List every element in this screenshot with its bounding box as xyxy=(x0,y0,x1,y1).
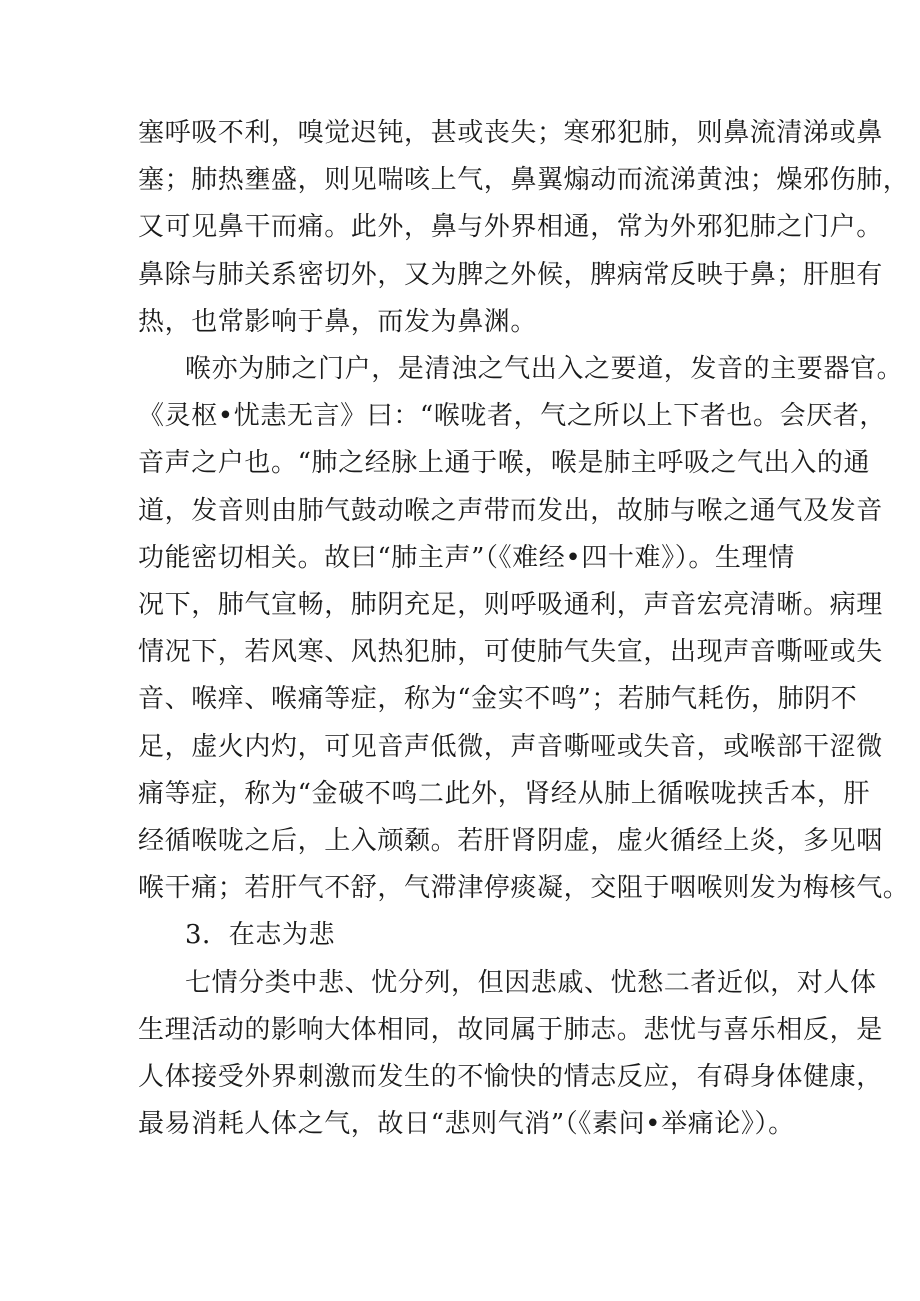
text-line-7: 《灵枢•忧恚无言》曰：“喉咙者，气之所以上下者也。会厌者， xyxy=(138,401,887,431)
text-line-17: 喉干痛；若肝气不舒，气滞津停痰凝，交阻于咽喉则发为梅核气。 xyxy=(138,873,910,903)
text-line-12: 情况下，若风寒、风热犯肺，可使肺气失宣，出现声音嘶哑或失 xyxy=(138,637,883,667)
text-line-22: 最易消耗人体之气，故日“悲则气消”（《素问•举痛论》）。 xyxy=(138,1109,795,1139)
text-line-10: 功能密切相关。故曰“肺主声”（《难经•四十难》）。生理情 xyxy=(138,543,795,573)
text-line-3: 又可见鼻干而痛。此外，鼻与外界相通，常为外邪犯肺之门户。 xyxy=(138,212,883,242)
text-line-15: 痛等症，称为“金破不鸣二此外，肾经从肺上循喉咙挟舌本，肝 xyxy=(138,779,871,809)
text-line-4: 鼻除与肺关系密切外，又为脾之外候，脾病常反映于鼻；肝胆有 xyxy=(138,260,883,290)
text-line-2: 塞；肺热壅盛，则见喘咳上气，鼻翼煽动而流涕黄浊；燥邪伤肺， xyxy=(138,165,910,195)
text-line-1: 塞呼吸不利，嗅觉迟钝，甚或丧失；寒邪犯肺，则鼻流清涕或鼻 xyxy=(138,118,883,148)
text-line-8: 音声之户也。“肺之经脉上通于喉，喉是肺主呼吸之气出入的通 xyxy=(138,448,871,478)
text-line-9: 道，发音则由肺气鼓动喉之声带而发出，故肺与喉之通气及发音 xyxy=(138,496,883,526)
section-heading: 3．在志为悲 xyxy=(185,920,336,950)
text-line-6: 喉亦为肺之门户，是清浊之气出入之要道，发音的主要器官。 xyxy=(185,354,904,384)
text-line-20: 生理活动的影响大体相同，故同属于肺志。悲忧与喜乐相反，是 xyxy=(138,1015,883,1045)
text-line-16: 经循喉咙之后，上入颃颡。若肝肾阴虚，虚火循经上炎，多见咽 xyxy=(138,826,883,856)
text-line-19: 七情分类中悲、忧分列，但因悲戚、忧愁二者近似，对人体 xyxy=(185,968,877,998)
text-line-11: 况下，肺气宣畅，肺阴充足，则呼吸通利，声音宏亮清晰。病理 xyxy=(138,590,883,620)
text-line-21: 人体接受外界刺激而发生的不愉快的情志反应，有碍身体健康， xyxy=(138,1062,883,1092)
text-line-14: 足，虚火内灼，可见音声低微，声音嘶哑或失音，或喉部干涩微 xyxy=(138,732,883,762)
text-line-13: 音、喉痒、喉痛等症，称为“金实不鸣”；若肺气耗伤，肺阴不 xyxy=(138,684,858,714)
text-line-5: 热，也常影响于鼻，而发为鼻渊。 xyxy=(138,307,538,337)
